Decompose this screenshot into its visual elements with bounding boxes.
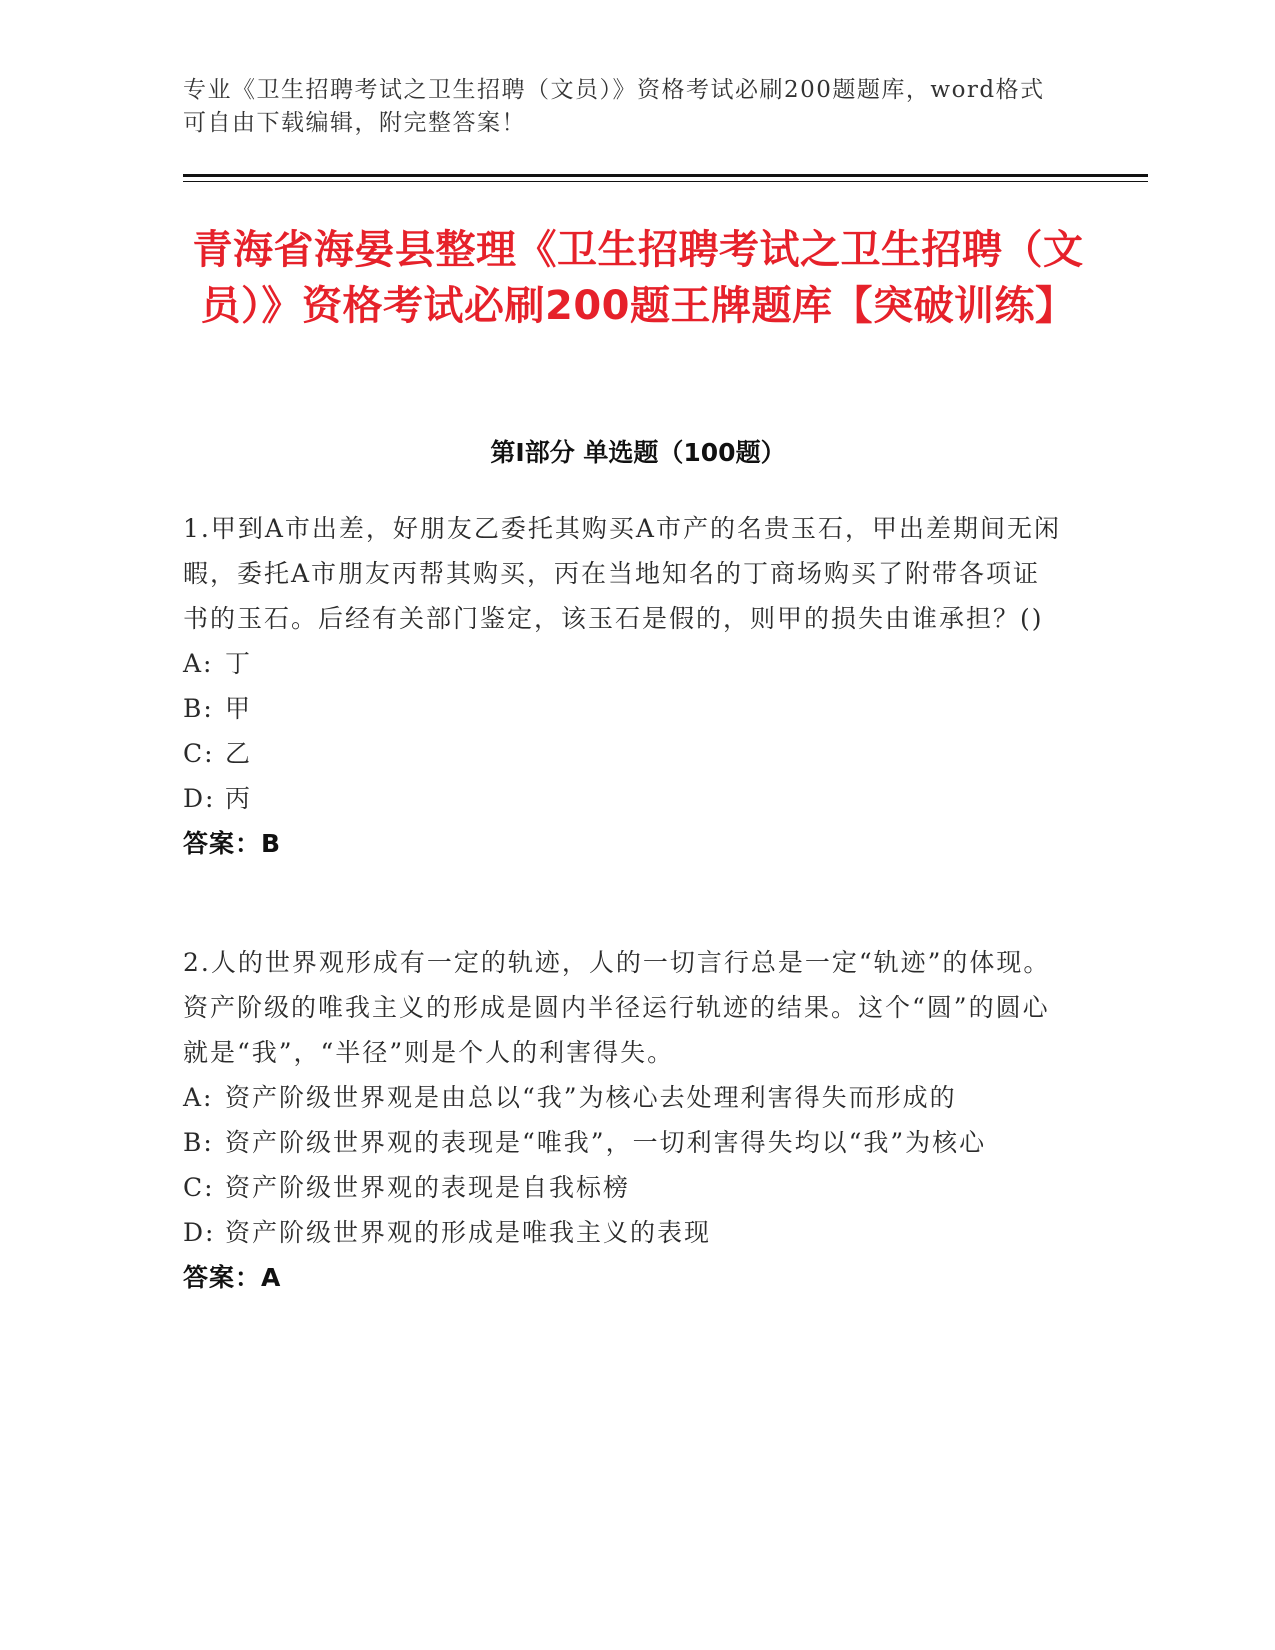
- header-rule-thin: [183, 181, 1148, 182]
- option-c: [183, 731, 1063, 776]
- option-letter: B:: [183, 694, 214, 723]
- option-text: 资产阶级世界观的表现是“唯我”，一切利害得失均以“我”为核心: [225, 1128, 987, 1157]
- section-heading: 第I部分 单选题（100题）: [490, 438, 786, 467]
- option-letter: C:: [183, 739, 215, 768]
- option-text: 乙: [225, 739, 253, 768]
- option-b: [183, 1120, 1063, 1165]
- option-letter: A:: [183, 649, 214, 678]
- option-text: 丙: [225, 784, 253, 813]
- option-a: [183, 641, 1063, 686]
- option-letter: D:: [183, 784, 216, 813]
- option-text: 甲: [225, 694, 253, 723]
- option-letter: D:: [183, 1218, 216, 1247]
- option-text: 丁: [225, 649, 253, 678]
- question-1: [183, 506, 1063, 866]
- option-text: 资产阶级世界观的形成是唯我主义的表现: [225, 1218, 712, 1247]
- document-title: 青海省海晏县整理《卫生招聘考试之卫生招聘（文员）》资格考试必刷200题王牌题库【突破训练】: [192, 227, 1084, 329]
- question-stem: 2.人的世界观形成有一定的轨迹，人的一切言行总是一定“轨迹”的体现。资产阶级的唯我主义的形成是圆内半径运行轨迹的结果。这个“圆”的圆心就是“我”，“半径”则是个人的利害得失。: [183, 948, 1051, 1067]
- option-letter: A:: [183, 1083, 214, 1112]
- option-c: [183, 1165, 1063, 1210]
- option-a: [183, 1075, 1063, 1120]
- answer-line: 答案：B: [183, 829, 282, 858]
- option-text: 资产阶级世界观是由总以“我”为核心去处理利害得失而形成的: [225, 1083, 957, 1112]
- option-text: 资产阶级世界观的表现是自我标榜: [225, 1173, 631, 1202]
- option-letter: C:: [183, 1173, 215, 1202]
- header-rule-thick: [183, 174, 1148, 177]
- option-d: [183, 776, 1063, 821]
- option-b: [183, 686, 1063, 731]
- option-d: [183, 1210, 1063, 1255]
- question-stem: 1.甲到A市出差，好朋友乙委托其购买A市产的名贵玉石，甲出差期间无闲暇，委托A市朋友丙帮其购买，丙在当地知名的丁商场购买了附带各项证书的玉石。后经有关部门鉴定，该玉石是假的，则甲的损失由谁承担？(): [183, 514, 1061, 633]
- option-letter: B:: [183, 1128, 214, 1157]
- question-2: [183, 940, 1063, 1300]
- header-note: 专业《卫生招聘考试之卫生招聘（文员）》资格考试必刷200题题库，word格式可自由下载编辑，附完整答案！: [183, 77, 1045, 136]
- answer-line: 答案：A: [183, 1263, 282, 1292]
